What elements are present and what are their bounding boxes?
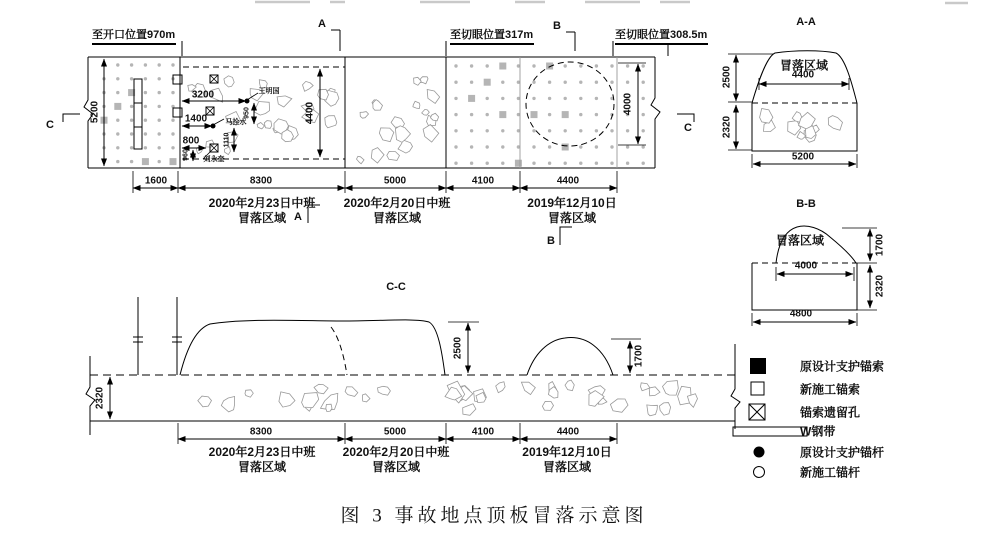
dim-4400-plan: 4400	[556, 175, 580, 187]
legend-label-original-bolt: 原设计支护锚杆	[800, 445, 885, 460]
plan-view	[84, 57, 660, 193]
annotation-to-cutting-eye-2: 至切眼位置308.5m	[615, 26, 708, 45]
w-steel-band	[134, 75, 182, 149]
bb-dim-2320: 2320	[874, 274, 886, 298]
collapse-label-feb23-plan	[209, 196, 316, 226]
legend-crossed-square-icon	[749, 404, 765, 420]
section-cc-title: C-C	[386, 281, 406, 293]
dim-1400: 1400	[184, 113, 208, 125]
dim-5000-plan: 5000	[383, 175, 407, 187]
section-aa-title: A-A	[796, 16, 816, 28]
section-marker-a-top: A	[318, 18, 326, 30]
dim-4000: 4000	[622, 92, 634, 116]
legend-symbols	[733, 358, 807, 478]
bb-dim-4800: 4800	[789, 308, 813, 320]
collapse-date: 2020年2月20日中班	[343, 196, 451, 210]
figure-title: 图 3 事故地点顶板冒落示意图	[340, 505, 648, 527]
victim-name-1: 王明国	[258, 88, 280, 95]
dim-5200: 5200	[89, 100, 101, 124]
collapse-area: 冒落区域	[547, 211, 596, 225]
section-marker-a-bottom: A	[294, 211, 302, 223]
rubble-zone-5000	[357, 77, 440, 164]
collapse-label-feb23-cc	[209, 445, 316, 475]
section-marker-b-top: B	[553, 20, 561, 32]
dim-3200: 3200	[191, 89, 215, 101]
section-bb-title: B-B	[796, 198, 816, 210]
legend-label-original-cable: 原设计支护锚索	[800, 359, 885, 374]
legend-filled-circle-icon	[754, 447, 765, 458]
collapse-date: 2019年12月10日	[527, 196, 617, 210]
rubble-aa	[760, 109, 843, 143]
victim-name-2: 马拴水	[225, 119, 247, 126]
section-marker-b-bottom: B	[547, 235, 555, 247]
cc-dim-5000: 5000	[383, 426, 407, 438]
bolt-grid-right	[454, 63, 645, 167]
cc-dim-1700: 1700	[633, 344, 645, 368]
cc-dim-4400: 4400	[556, 426, 580, 438]
collapse-area: 冒落区域	[371, 460, 420, 474]
collapse-date: 2019年12月10日	[522, 445, 612, 459]
cc-dim-4100: 4100	[471, 426, 495, 438]
collapse-area: 冒落区域	[237, 211, 286, 225]
collapse-label-feb20-plan	[344, 196, 451, 226]
collapse-date: 2020年2月23日中班	[208, 445, 316, 459]
legend-label-new-cable: 新施工锚索	[800, 382, 861, 397]
dim-800: 800	[182, 135, 200, 147]
aa-dim-2320: 2320	[721, 115, 733, 139]
annotation-to-opening: 至开口位置970m	[92, 26, 176, 45]
annotation-to-cutting-eye-1: 至切眼位置317m	[450, 26, 534, 45]
dim-1600: 1600	[144, 175, 168, 187]
section-cc	[86, 297, 740, 444]
collapse-date: 2020年2月23日中班	[208, 196, 316, 210]
dim-4400: 4400	[304, 101, 316, 125]
collapse-label-feb20-cc	[343, 445, 450, 475]
bb-dim-4000: 4000	[794, 260, 818, 272]
section-marker-c-right: C	[684, 122, 692, 134]
legend-w-steel-band-icon	[733, 427, 807, 436]
legend-label-w-steel-band: W钢带	[800, 424, 836, 439]
dim-8300-plan: 8300	[249, 175, 273, 187]
top-edge-artifact	[255, 2, 968, 3]
collapse-label-dec10-plan	[527, 196, 616, 226]
bb-dim-1700: 1700	[874, 233, 886, 257]
aa-dim-5200: 5200	[791, 151, 815, 163]
collapse-area: 冒落区域	[372, 211, 421, 225]
legend-label-cable-hole: 锚索遗留孔	[800, 405, 861, 420]
dim-960: 960	[182, 149, 190, 161]
cc-dim-2500: 2500	[452, 336, 464, 360]
collapse-area: 冒落区域	[542, 460, 591, 474]
victim-name-3: 刘永奎	[203, 156, 225, 163]
dim-1110: 1110	[223, 132, 231, 148]
legend-filled-square-icon	[750, 358, 766, 374]
bb-collapse-area-label: 冒落区域	[775, 233, 825, 248]
collapse-area: 冒落区域	[237, 460, 286, 474]
section-marker-c-left: C	[46, 119, 54, 131]
legend-hollow-circle-icon	[754, 467, 765, 478]
legend-hollow-square-icon	[751, 382, 764, 395]
dim-4100-plan: 4100	[471, 175, 495, 187]
aa-dim-4400: 4400	[791, 69, 815, 81]
collapse-label-dec10-cc	[522, 445, 611, 475]
cc-dim-8300: 8300	[249, 426, 273, 438]
dim-950: 950	[243, 107, 251, 119]
collapse-date: 2020年2月20日中班	[342, 445, 450, 459]
aa-dim-2500: 2500	[721, 65, 733, 89]
cc-dim-2320: 2320	[94, 386, 106, 410]
aa-collapse-area-label: 冒落区域	[779, 58, 829, 73]
legend-label-new-bolt: 新施工锚杆	[800, 465, 861, 480]
rubble-cc	[198, 380, 698, 416]
collapse-circle	[526, 62, 614, 146]
